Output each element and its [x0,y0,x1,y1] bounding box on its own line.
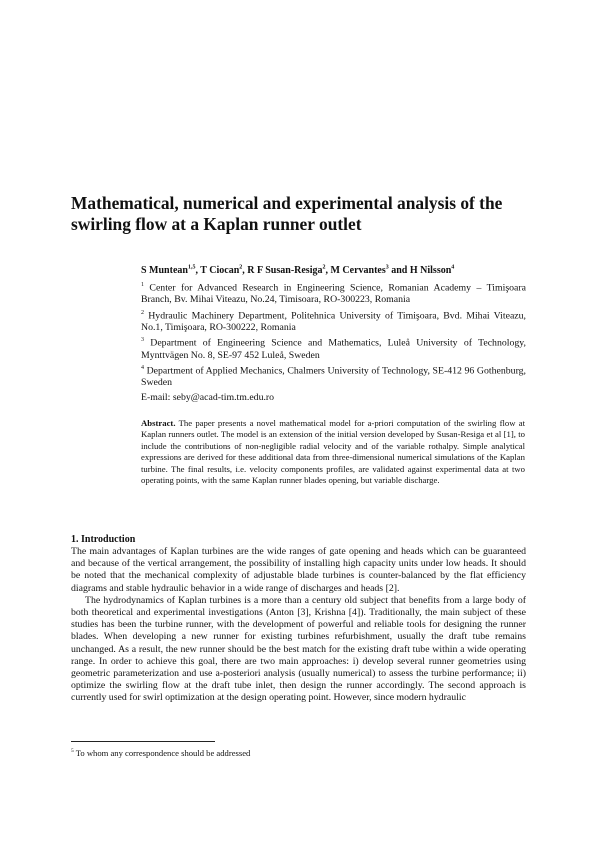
affiliation: $^4$ Department of Applied Mechanics, Chalmers University of Technology, SE-412 96 Gothenburg, Sweden [141,365,527,389]
paper-title: Mathematical, numerical and experimental analysis of the swirling flow at a Kaplan runner outlet [71,193,503,234]
section-heading: 1. Introduction [71,534,136,545]
abstract-text: The paper presents a novel mathematical model for a-priori computation of the swirling flow at Kaplan runners outlet. The model is an extension of the initial version developed by Susan-Resiga et al [1], to include the contributions of non-negligible radial velocity and of the variable rothalpy. Simple analytical expressions are derived for these additional data from three-dimensional numerical simulations of the Kaplan turbine. The final results, i.e. velocity components profiles, are validated against experimental data at two operating points, with the same Kaplan runner blades opening, but variable discharge. [141,418,526,486]
contact-email: E-mail: seby@acad-tim.tm.edu.ro [141,392,275,403]
footnote-rule [71,741,215,742]
abstract [141,418,525,486]
paragraph: The main advantages of Kaplan turbines are the wide ranges of gate opening and heads which can be guaranteed and because of the vertical arrangement, the possibility of installing high capacity units under low heads. It should be noted that the mechanical complexity of adjustable blade turbines is counter-balanced by the flat efficiency diagrams and stable hydraulic behavior in a wide range of discharges and heads [2]. [71,546,526,594]
author: T Ciocan$^2$, [200,265,248,277]
footnote: $^5$ To whom any correspondence should be addressed [71,747,251,758]
affiliation: $^1$ Center for Advanced Research in Engineering Science, Romanian Academy – Timişoara Branch, Bv. Mihai Viteazu, No.24, Timisoara, RO-300223, Romania [141,282,526,306]
abstract-label: Abstract. [141,418,176,428]
section-body [71,546,526,705]
author: S Muntean$^{1,5}$, [141,265,201,277]
author: M Cervantes$^3$ and [330,265,410,277]
author-list [141,262,526,277]
affiliation: $^3$ Department of Engineering Science and Mathematics, Luleå University of Technology, Mynttvägen No. 8, SE-97 452 Luleå, Sweden [141,337,526,361]
author: R F Susan-Resiga$^2$, [247,265,331,277]
author: H Nilsson$^4$ [409,265,455,277]
affiliation: $^2$ Hydraulic Machinery Department, Politehnica University of Timişoara, Bvd. Mihai Viteazu, No.1, Timişoara, RO-300222, Romania [141,309,526,334]
affiliation-list [141,279,526,390]
paragraph: The hydrodynamics of Kaplan turbines is a more than a century old subject that benefits from a large body of both theoretical and experimental investigations (Anton [3], Krishna [4]). Traditionally, the main subject of these studies has been the turbine runner, with the development of powerful and reliable tools for designing the runner blades. When developing a new runner for existing turbines refurbishment, usually the draft tube remains unchanged. As a result, the new runner should be the best match for the existing draft tube within a wide operating range. In order to achieve this goal, there are two main approaches: i) develop several runner geometries using geometric parameterization and use a-posteriori analysis (usually numerical) to assess the turbine performance; ii) optimize the swirling flow at the draft tube inlet, then design the runner accordingly. The second approach is currently used for swirl optimization at the design operating point. However, since modern hydraulic [71,594,526,704]
